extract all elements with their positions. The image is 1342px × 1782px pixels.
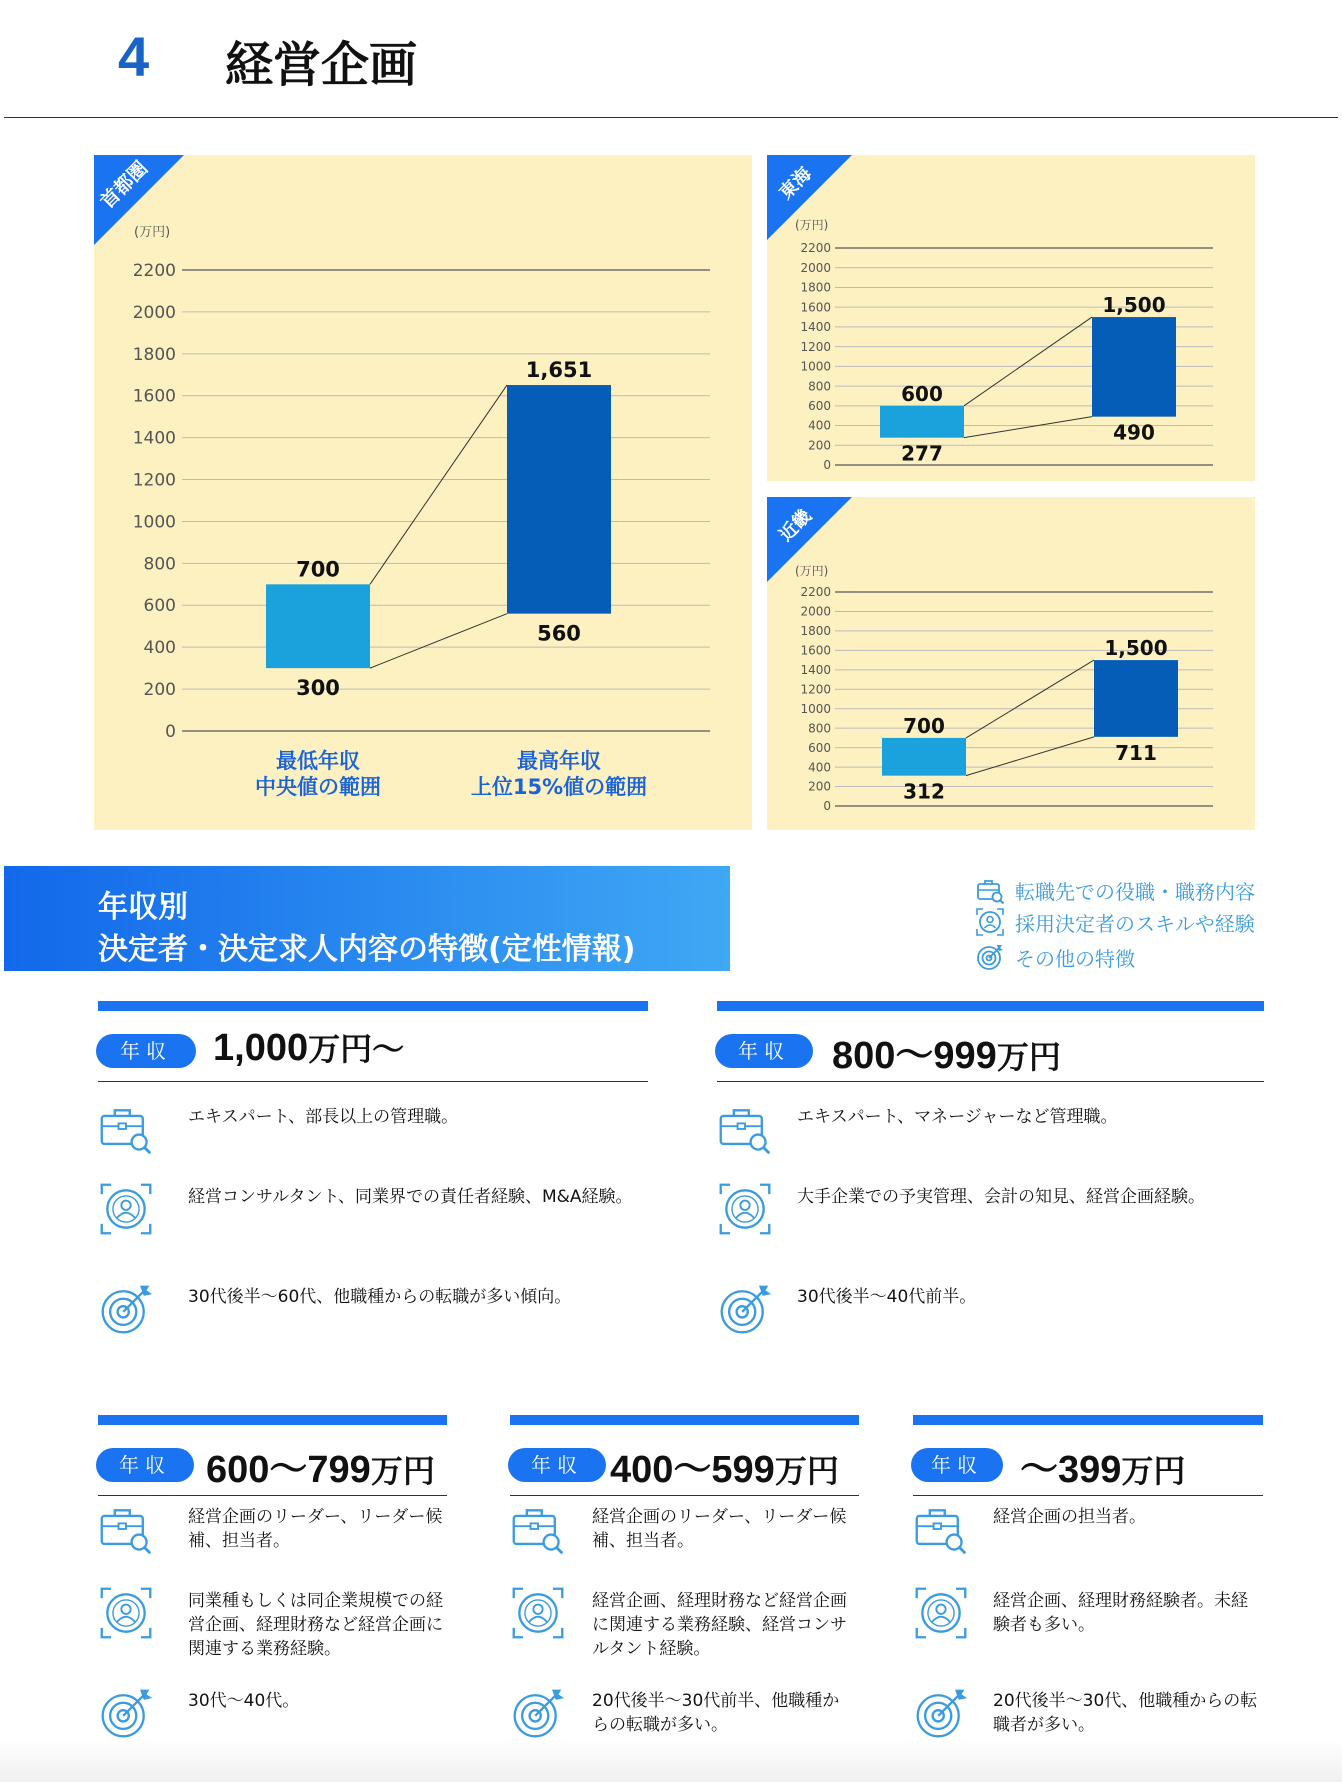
card-divider	[913, 1495, 1263, 1496]
person-target-icon	[975, 907, 1005, 937]
low-value-label: 277	[901, 441, 943, 466]
salary-range-unit: 万円〜	[308, 1031, 405, 1067]
card-row-role	[98, 1101, 648, 1171]
briefcase-search-icon	[717, 1101, 773, 1157]
card-row-role	[913, 1501, 1263, 1571]
y-tick-label: 1400	[800, 320, 831, 335]
y-tick-label: 2200	[132, 260, 176, 281]
card-row-text: 20代後半〜30代、他職種からの転職者が多い。	[993, 1691, 1258, 1735]
person-target-icon	[98, 1585, 154, 1641]
card-row-text: 同業種もしくは同企業規模での経営企画、経理財務など経営企画に関連する業務経験。	[188, 1591, 443, 1659]
salary-range-value: 800〜999	[832, 1035, 997, 1077]
card-row-skill	[913, 1585, 1263, 1655]
card-divider	[510, 1495, 859, 1496]
salary-range-value: 〜399	[1020, 1449, 1122, 1491]
legend-label: 転職先での役職・職務内容	[1015, 879, 1255, 904]
card-row-text: 経営企画、経理財務経験者。未経験者も多い。	[993, 1591, 1248, 1635]
card-row-role	[717, 1101, 1264, 1171]
section-number: 4	[118, 25, 150, 88]
high-value-label: 1,651	[525, 358, 593, 383]
high-value-label: 700	[903, 713, 945, 738]
salary-range	[213, 1024, 404, 1070]
connector-line-low	[966, 737, 1094, 776]
low-value-label: 490	[1113, 420, 1155, 445]
legend-label: その他の特徴	[1015, 946, 1135, 971]
card-top-bar	[98, 1415, 447, 1425]
card-divider	[98, 1495, 447, 1496]
salary-pill: 年収	[715, 1034, 813, 1068]
salary-range	[1020, 1438, 1185, 1493]
card-top-bar	[717, 1001, 1264, 1011]
high-value-label: 700	[296, 557, 340, 582]
category-label: 最高年収	[517, 749, 601, 773]
salary-range-value: 1,000	[213, 1027, 309, 1069]
card-row-text: 30代〜40代。	[188, 1691, 300, 1711]
dart-target-icon	[98, 1685, 154, 1741]
salary-pill: 年収	[96, 1448, 194, 1482]
person-target-icon	[913, 1585, 969, 1641]
high-value-label: 1,500	[1104, 636, 1168, 661]
card-row-text: 経営企画、経理財務など経営企画に関連する業務経験、経営コンサルタント経験。	[592, 1591, 847, 1659]
briefcase-search-icon	[913, 1501, 969, 1557]
category-label: 最低年収	[276, 749, 360, 773]
range-bar	[880, 406, 964, 438]
high-value-label: 600	[901, 381, 943, 406]
page-bottom-edge	[0, 1740, 1342, 1782]
card-row-skill	[98, 1181, 648, 1251]
y-tick-label: 800	[808, 379, 831, 394]
unit-label: (万円)	[795, 564, 829, 578]
legend-item-other	[975, 942, 1135, 972]
banner-line-2: 決定者・決定求人内容の特徴(定性情報)	[98, 932, 636, 967]
chart-kinki	[767, 497, 1255, 830]
card-row-skill	[717, 1181, 1264, 1251]
high-value-label: 1,500	[1102, 293, 1166, 318]
y-tick-label: 200	[808, 438, 831, 453]
y-tick-label: 1400	[132, 428, 176, 449]
y-tick-label: 2000	[800, 260, 831, 275]
chart-panel-kinki	[767, 497, 1255, 830]
card-top-bar	[98, 1001, 648, 1011]
y-tick-label: 800	[808, 721, 831, 736]
y-tick-label: 600	[808, 740, 831, 755]
chart-panel-tokai	[767, 155, 1255, 481]
briefcase-search-icon	[98, 1101, 154, 1157]
card-row-text: 30代後半〜60代、他職種からの転職が多い傾向。	[188, 1287, 572, 1307]
salary-range-unit: 万円	[774, 1453, 839, 1489]
person-target-icon	[717, 1181, 773, 1237]
salary-range	[206, 1438, 435, 1493]
card-row-skill	[98, 1585, 447, 1659]
category-label: 上位15%値の範囲	[470, 775, 648, 799]
header-divider	[4, 117, 1338, 118]
y-tick-label: 200	[143, 680, 176, 701]
range-bar	[1092, 317, 1176, 417]
card-row-other	[717, 1281, 1264, 1351]
y-tick-label: 1800	[800, 280, 831, 295]
y-tick-label: 1200	[132, 470, 176, 491]
y-tick-label: 2000	[800, 604, 831, 619]
y-tick-label: 1000	[800, 359, 831, 374]
card-row-text: 大手企業での予実管理、会計の知見、経営企画経験。	[797, 1187, 1205, 1207]
y-tick-label: 1600	[800, 300, 831, 315]
card-row-text: 30代後半〜40代前半。	[797, 1287, 977, 1307]
y-tick-label: 2000	[132, 302, 176, 323]
y-tick-label: 2200	[800, 585, 831, 600]
card-row-text: 経営コンサルタント、同業界での責任者経験、M&A経験。	[188, 1187, 633, 1207]
page-title: 経営企画	[225, 37, 418, 93]
salary-range	[610, 1438, 839, 1493]
legend-item-skill	[975, 907, 1255, 937]
y-tick-label: 0	[165, 721, 176, 742]
range-bar	[1094, 660, 1178, 737]
dart-target-icon	[975, 942, 1005, 972]
card-row-text: 20代後半〜30代前半、他職種からの転職が多い。	[592, 1691, 840, 1735]
y-tick-label: 400	[808, 418, 831, 433]
person-target-icon	[98, 1181, 154, 1237]
connector-line-high	[966, 660, 1094, 738]
card-divider	[98, 1081, 648, 1082]
y-tick-label: 1800	[800, 624, 831, 639]
chart-tokai	[767, 155, 1255, 481]
card-row-other	[98, 1281, 648, 1351]
y-tick-label: 1000	[132, 512, 176, 533]
y-tick-label: 1600	[132, 386, 176, 407]
low-value-label: 312	[903, 779, 945, 804]
connector-line-high	[370, 385, 507, 584]
y-tick-label: 1400	[800, 663, 831, 678]
card-row-text: 経営企画の担当者。	[993, 1507, 1146, 1527]
salary-pill: 年収	[911, 1448, 1003, 1482]
category-label: 中央値の範囲	[255, 775, 381, 799]
salary-pill: 年収	[96, 1034, 196, 1068]
dart-target-icon	[913, 1685, 969, 1741]
y-tick-label: 2200	[800, 241, 831, 256]
chart-shutoken	[94, 155, 752, 830]
y-tick-label: 400	[808, 760, 831, 775]
y-tick-label: 0	[823, 458, 831, 473]
range-bar	[266, 584, 370, 668]
card-row-text: エキスパート、マネージャーなど管理職。	[797, 1107, 1118, 1127]
person-target-icon	[510, 1585, 566, 1641]
card-row-text: エキスパート、部長以上の管理職。	[188, 1107, 459, 1127]
connector-line-low	[370, 614, 507, 668]
connector-line-low	[964, 417, 1092, 438]
low-value-label: 711	[1115, 740, 1157, 765]
briefcase-search-icon	[98, 1501, 154, 1557]
legend-label: 採用決定者のスキルや経験	[1015, 911, 1255, 936]
salary-range-unit: 万円	[370, 1453, 435, 1489]
y-tick-label: 400	[143, 638, 176, 659]
y-tick-label: 800	[143, 554, 176, 575]
card-top-bar	[510, 1415, 859, 1425]
region-label: 首都圏	[96, 157, 153, 214]
section-heading-banner	[4, 866, 730, 971]
low-value-label: 560	[537, 621, 581, 646]
card-divider	[717, 1081, 1264, 1082]
unit-label: (万円)	[134, 225, 171, 240]
salary-range-value: 400〜599	[610, 1449, 775, 1491]
card-row-role	[510, 1501, 859, 1571]
card-row-skill	[510, 1585, 859, 1659]
region-label: 近畿	[775, 505, 816, 546]
salary-range-unit: 万円	[1121, 1453, 1186, 1489]
y-tick-label: 1600	[800, 643, 831, 658]
region-label: 東海	[775, 163, 816, 204]
range-bar	[507, 385, 611, 614]
salary-pill: 年収	[508, 1448, 606, 1482]
y-tick-label: 1000	[800, 701, 831, 716]
salary-range-value: 600〜799	[206, 1449, 371, 1491]
y-tick-label: 600	[143, 596, 176, 617]
banner-line-1: 年収別	[98, 890, 188, 925]
legend-item-role	[975, 875, 1255, 905]
y-tick-label: 0	[823, 799, 831, 814]
briefcase-search-icon	[510, 1501, 566, 1557]
salary-range	[832, 1024, 1061, 1079]
y-tick-label: 1200	[800, 339, 831, 354]
dart-target-icon	[510, 1685, 566, 1741]
y-tick-label: 1200	[800, 682, 831, 697]
dart-target-icon	[98, 1281, 154, 1337]
card-row-text: 経営企画のリーダー、リーダー候補、担当者。	[188, 1507, 443, 1551]
card-row-text: 経営企画のリーダー、リーダー候補、担当者。	[592, 1507, 847, 1551]
connector-line-high	[964, 317, 1092, 406]
salary-range-unit: 万円	[996, 1039, 1061, 1075]
y-tick-label: 600	[808, 399, 831, 414]
low-value-label: 300	[296, 676, 340, 701]
y-tick-label: 200	[808, 779, 831, 794]
card-row-role	[98, 1501, 447, 1571]
card-top-bar	[913, 1415, 1263, 1425]
dart-target-icon	[717, 1281, 773, 1337]
unit-label: (万円)	[795, 218, 829, 232]
y-tick-label: 1800	[132, 344, 176, 365]
briefcase-search-icon	[975, 875, 1005, 905]
range-bar	[882, 738, 966, 776]
chart-panel-shutoken	[94, 155, 752, 830]
